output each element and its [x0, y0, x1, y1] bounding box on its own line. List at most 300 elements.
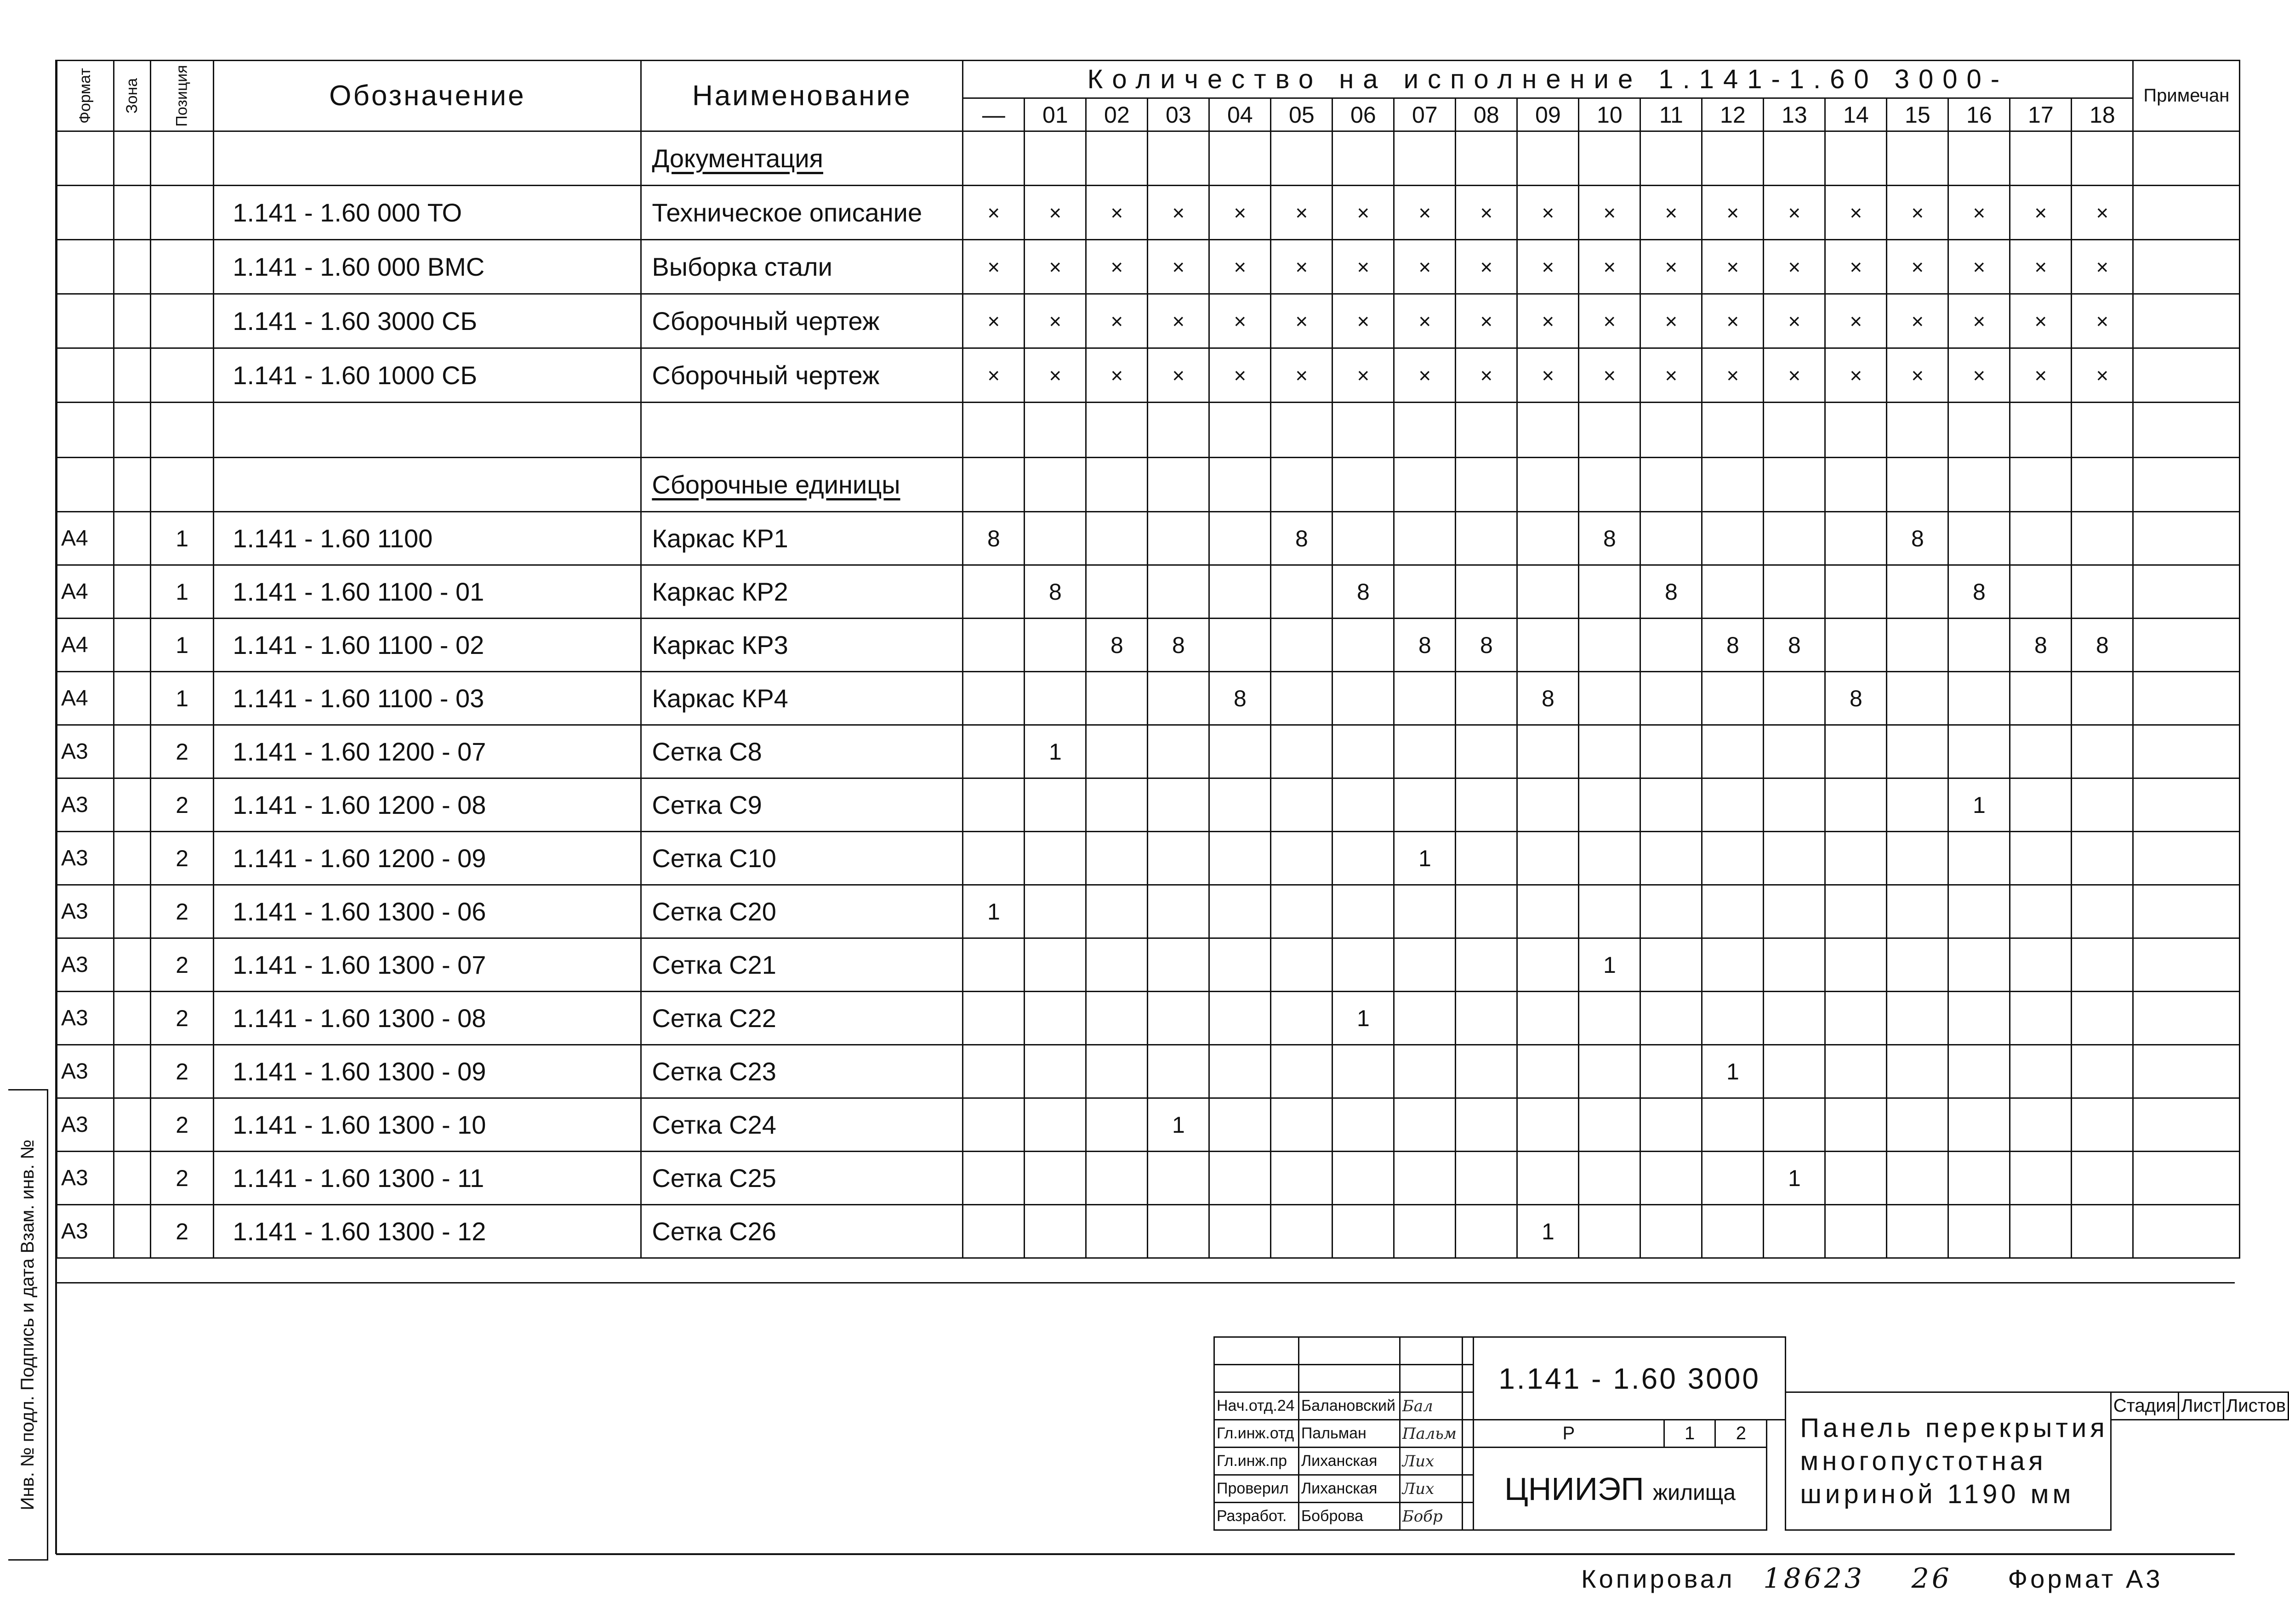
quantity-cell	[1148, 458, 1209, 512]
note-cell	[2133, 565, 2240, 619]
quantity-cell	[1209, 778, 1271, 832]
quantity-cell	[1764, 131, 1825, 186]
quantity-cell	[1332, 938, 1394, 992]
document-code: 1.141 - 1.60 3000	[1473, 1337, 1786, 1420]
quantity-cell	[1640, 725, 1702, 778]
quantity-cell	[1209, 1205, 1271, 1258]
variant-header-cell: 15	[1887, 98, 1948, 131]
quantity-cell: 1	[1025, 725, 1086, 778]
quantity-cell	[1887, 619, 1948, 672]
format-cell	[57, 186, 114, 240]
quantity-cell	[1456, 1045, 1517, 1098]
quantity-cell: ×	[1640, 186, 1702, 240]
quantity-cell: ×	[1456, 240, 1517, 294]
variant-header-cell: 18	[2072, 98, 2133, 131]
zone-cell	[114, 992, 150, 1045]
signature: Лих	[1400, 1448, 1462, 1475]
quantity-cell	[1271, 725, 1332, 778]
quantity-cell	[1825, 131, 1887, 186]
person-name-cell: Лиханская	[1298, 1475, 1400, 1503]
quantity-cell	[1887, 725, 1948, 778]
note-cell	[2133, 1152, 2240, 1205]
quantity-cell: ×	[1332, 348, 1394, 403]
quantity-cell	[2072, 885, 2133, 938]
quantity-cell: ×	[1209, 240, 1271, 294]
quantity-cell	[2010, 725, 2072, 778]
quantity-cell	[1456, 832, 1517, 885]
quantity-cell	[1825, 1205, 1887, 1258]
quantity-cell	[1702, 992, 1764, 1045]
table-row	[57, 1045, 2240, 1098]
signature-row	[1214, 1448, 2289, 1475]
sheet-value: 1	[1664, 1420, 1715, 1448]
quantity-cell	[1025, 131, 1086, 186]
table-row	[57, 1205, 2240, 1258]
quantity-cell: ×	[1764, 294, 1825, 348]
quantity-cell: ×	[1209, 186, 1271, 240]
quantity-cell	[1086, 1098, 1148, 1152]
quantity-cell	[1209, 832, 1271, 885]
item-name: Техническое описание	[652, 198, 922, 227]
quantity-cell: 8	[1148, 619, 1209, 672]
quantity-cell	[1271, 458, 1332, 512]
designation-cell: 1.141 - 1.60 1300 - 08	[214, 992, 641, 1045]
title-line: многопустотная	[1800, 1446, 2047, 1476]
quantity-cell: ×	[1579, 348, 1640, 403]
side-stamp	[8, 1089, 48, 1561]
quantity-cell	[1332, 1205, 1394, 1258]
zone-cell	[114, 186, 150, 240]
quantity-cell	[1148, 672, 1209, 725]
quantity-cell	[2010, 992, 2072, 1045]
role-cell: Разработ.	[1214, 1503, 1299, 1530]
tb-empty	[1462, 1365, 1473, 1392]
signature-row	[1214, 1420, 2289, 1448]
format-cell: А3	[57, 1098, 114, 1152]
quantity-cell	[1025, 458, 1086, 512]
note-cell	[2133, 778, 2240, 832]
table-row	[57, 832, 2240, 885]
tb-empty	[1400, 1337, 1462, 1365]
note-cell	[2133, 672, 2240, 725]
quantity-cell	[963, 938, 1025, 992]
frame-bottom-line	[56, 1553, 2235, 1555]
quantity-cell	[1456, 131, 1517, 186]
note-cell	[2133, 131, 2240, 186]
designation-cell: 1.141 - 1.60 1200 - 08	[214, 778, 641, 832]
header-designation: Обозначение	[214, 61, 641, 131]
quantity-cell: ×	[2072, 294, 2133, 348]
quantity-cell	[1456, 672, 1517, 725]
quantity-cell	[1887, 1205, 1948, 1258]
format-cell	[57, 131, 114, 186]
quantity-cell	[2010, 458, 2072, 512]
name-cell	[641, 131, 963, 186]
item-name: Каркас КР1	[652, 524, 788, 553]
quantity-cell: ×	[1579, 186, 1640, 240]
quantity-cell	[2072, 403, 2133, 458]
quantity-cell	[1948, 1045, 2010, 1098]
name-cell	[641, 885, 963, 938]
quantity-cell	[1640, 672, 1702, 725]
quantity-cell	[1148, 565, 1209, 619]
quantity-cell: ×	[1825, 186, 1887, 240]
date-cell	[1462, 1392, 1473, 1420]
quantity-cell	[1394, 512, 1456, 565]
person-name-cell: Пальман	[1298, 1420, 1400, 1448]
name-cell	[641, 348, 963, 403]
note-cell	[2133, 294, 2240, 348]
header-format: Формат	[57, 61, 114, 131]
quantity-cell	[2072, 672, 2133, 725]
table-row	[57, 1152, 2240, 1205]
quantity-cell	[2010, 131, 2072, 186]
quantity-cell: ×	[1640, 294, 1702, 348]
position-cell: 1	[150, 565, 213, 619]
quantity-cell	[1640, 938, 1702, 992]
zone-cell	[114, 512, 150, 565]
quantity-cell: 8	[2010, 619, 2072, 672]
zone-cell	[114, 1205, 150, 1258]
quantity-cell	[1887, 565, 1948, 619]
quantity-cell: ×	[1825, 294, 1887, 348]
copy-number: 18623	[1763, 1562, 1865, 1595]
quantity-cell	[1517, 725, 1579, 778]
quantity-cell	[1025, 778, 1086, 832]
position-cell: 2	[150, 832, 213, 885]
table-bottom-line	[56, 1282, 2235, 1283]
designation-cell: 1.141 - 1.60 1300 - 07	[214, 938, 641, 992]
quantity-cell: ×	[1209, 294, 1271, 348]
quantity-cell	[1702, 938, 1764, 992]
organization	[1473, 1448, 1766, 1530]
quantity-cell: 1	[963, 885, 1025, 938]
quantity-cell	[1148, 512, 1209, 565]
quantity-cell	[1948, 672, 2010, 725]
variant-header-cell: 12	[1702, 98, 1764, 131]
quantity-cell: 8	[1887, 512, 1948, 565]
quantity-cell	[1825, 992, 1887, 1045]
zone-cell	[114, 938, 150, 992]
quantity-cell	[1640, 885, 1702, 938]
quantity-cell: ×	[1086, 348, 1148, 403]
quantity-cell: ×	[1702, 240, 1764, 294]
quantity-cell	[2072, 832, 2133, 885]
quantity-cell	[1764, 403, 1825, 458]
quantity-cell	[1948, 885, 2010, 938]
person-name-cell: Лиханская	[1298, 1448, 1400, 1475]
quantity-cell	[2010, 672, 2072, 725]
designation-cell: 1.141 - 1.60 1300 - 12	[214, 1205, 641, 1258]
quantity-cell	[1887, 1152, 1948, 1205]
quantity-cell	[1086, 1205, 1148, 1258]
quantity-cell: ×	[1702, 186, 1764, 240]
quantity-cell	[1948, 131, 2010, 186]
quantity-cell	[1271, 1205, 1332, 1258]
name-cell	[641, 1152, 963, 1205]
quantity-cell: ×	[1271, 294, 1332, 348]
format-cell: А3	[57, 725, 114, 778]
quantity-cell: ×	[1517, 240, 1579, 294]
quantity-cell: 8	[1640, 565, 1702, 619]
header-note: Примечан	[2133, 61, 2240, 131]
quantity-cell	[1456, 938, 1517, 992]
quantity-cell	[963, 619, 1025, 672]
quantity-cell	[963, 1045, 1025, 1098]
quantity-cell	[1517, 832, 1579, 885]
signature: Бобр	[1400, 1503, 1462, 1530]
header-quantity: Количество на исполнение 1.141-1.60 3000-	[963, 61, 2133, 98]
zone-cell	[114, 885, 150, 938]
quantity-cell	[1764, 512, 1825, 565]
quantity-cell	[1086, 725, 1148, 778]
quantity-cell: 8	[1517, 672, 1579, 725]
item-name: Сетка С8	[652, 737, 762, 766]
zone-cell	[114, 240, 150, 294]
quantity-cell	[1456, 565, 1517, 619]
date-cell	[1462, 1448, 1473, 1475]
designation-cell: 1.141 - 1.60 000 ВМС	[214, 240, 641, 294]
section-heading: Сборочные единицы	[652, 470, 900, 499]
zone-cell	[114, 1098, 150, 1152]
stage-value: Р	[1473, 1420, 1664, 1448]
quantity-cell: 1	[1332, 992, 1394, 1045]
quantity-cell	[1825, 1152, 1887, 1205]
position-cell: 2	[150, 1045, 213, 1098]
table-row	[57, 1098, 2240, 1152]
quantity-cell: 8	[2072, 619, 2133, 672]
name-cell	[641, 619, 963, 672]
quantity-cell	[1456, 403, 1517, 458]
quantity-cell	[1332, 832, 1394, 885]
quantity-cell	[2072, 512, 2133, 565]
name-cell	[641, 1098, 963, 1152]
date-cell	[1462, 1420, 1473, 1448]
quantity-cell	[1025, 832, 1086, 885]
quantity-cell	[1517, 131, 1579, 186]
position-cell	[150, 403, 213, 458]
quantity-cell	[1640, 1152, 1702, 1205]
quantity-cell: ×	[1086, 240, 1148, 294]
quantity-cell	[1579, 832, 1640, 885]
variant-header-cell: 09	[1517, 98, 1579, 131]
table-row	[57, 725, 2240, 778]
quantity-cell	[1209, 1098, 1271, 1152]
quantity-cell	[1394, 458, 1456, 512]
quantity-cell	[963, 565, 1025, 619]
quantity-cell	[1640, 832, 1702, 885]
title-block	[1213, 1336, 2289, 1531]
quantity-cell	[1271, 403, 1332, 458]
quantity-cell: ×	[1148, 294, 1209, 348]
position-cell: 2	[150, 778, 213, 832]
quantity-cell: ×	[1887, 186, 1948, 240]
quantity-cell	[1702, 778, 1764, 832]
quantity-cell	[2072, 131, 2133, 186]
quantity-cell	[1517, 1152, 1579, 1205]
quantity-cell: ×	[963, 186, 1025, 240]
title-line: Панель перекрытия	[1800, 1413, 2108, 1443]
quantity-cell	[1825, 1045, 1887, 1098]
quantity-cell: ×	[2010, 186, 2072, 240]
tb-empty	[1462, 1337, 1473, 1365]
quantity-cell	[1579, 725, 1640, 778]
quantity-cell	[1825, 725, 1887, 778]
quantity-cell	[1271, 832, 1332, 885]
quantity-cell	[1764, 778, 1825, 832]
designation-cell: 1.141 - 1.60 3000 СБ	[214, 294, 641, 348]
quantity-cell: ×	[1640, 240, 1702, 294]
position-cell: 2	[150, 992, 213, 1045]
zone-cell	[114, 672, 150, 725]
document-title	[1786, 1392, 2111, 1530]
quantity-cell	[1148, 992, 1209, 1045]
quantity-cell: ×	[2072, 186, 2133, 240]
quantity-cell	[1086, 565, 1148, 619]
quantity-cell	[1086, 778, 1148, 832]
quantity-cell: ×	[1271, 240, 1332, 294]
quantity-cell	[1209, 938, 1271, 992]
format-cell: А3	[57, 938, 114, 992]
quantity-cell	[1579, 619, 1640, 672]
position-cell: 1	[150, 619, 213, 672]
signature: Пальм	[1400, 1420, 1462, 1448]
position-cell: 2	[150, 1152, 213, 1205]
quantity-cell: ×	[1025, 348, 1086, 403]
quantity-cell	[1394, 938, 1456, 992]
quantity-cell	[1025, 672, 1086, 725]
quantity-cell	[1764, 672, 1825, 725]
note-cell	[2133, 885, 2240, 938]
quantity-cell: ×	[1887, 294, 1948, 348]
quantity-cell	[1025, 1205, 1086, 1258]
quantity-cell	[2010, 1205, 2072, 1258]
quantity-cell	[1825, 885, 1887, 938]
note-cell	[2133, 512, 2240, 565]
designation-cell	[214, 131, 641, 186]
quantity-cell	[1579, 403, 1640, 458]
quantity-cell	[1764, 565, 1825, 619]
quantity-cell: 8	[1025, 565, 1086, 619]
quantity-cell	[963, 992, 1025, 1045]
position-cell: 2	[150, 885, 213, 938]
table-row	[57, 348, 2240, 403]
zone-cell	[114, 832, 150, 885]
quantity-cell	[1517, 403, 1579, 458]
quantity-cell	[1948, 1205, 2010, 1258]
zone-cell	[114, 458, 150, 512]
format-cell: А3	[57, 1045, 114, 1098]
quantity-cell	[1702, 1205, 1764, 1258]
table-row	[57, 672, 2240, 725]
tb-empty	[1298, 1337, 1400, 1365]
quantity-cell: ×	[1517, 348, 1579, 403]
quantity-cell	[1332, 403, 1394, 458]
quantity-cell	[2072, 458, 2133, 512]
quantity-cell: ×	[1887, 348, 1948, 403]
name-cell	[641, 938, 963, 992]
quantity-cell	[1517, 619, 1579, 672]
quantity-cell	[1579, 672, 1640, 725]
name-cell	[641, 458, 963, 512]
quantity-cell: 8	[1394, 619, 1456, 672]
zone-cell	[114, 294, 150, 348]
quantity-cell: ×	[1764, 186, 1825, 240]
quantity-cell: ×	[1948, 348, 2010, 403]
quantity-cell	[1825, 1098, 1887, 1152]
quantity-cell	[1271, 672, 1332, 725]
quantity-cell	[1825, 403, 1887, 458]
quantity-cell	[1148, 1045, 1209, 1098]
quantity-cell	[1640, 131, 1702, 186]
item-name: Сборочный чертеж	[652, 361, 880, 390]
side-stamp-text: Инв. № подл. Подпись и дата Взам. инв. №	[17, 1139, 38, 1510]
format-cell	[57, 294, 114, 348]
quantity-cell	[1025, 403, 1086, 458]
position-cell	[150, 458, 213, 512]
position-cell: 2	[150, 1098, 213, 1152]
quantity-cell	[2010, 1152, 2072, 1205]
name-cell	[641, 778, 963, 832]
name-cell	[641, 403, 963, 458]
note-cell	[2133, 1098, 2240, 1152]
variant-header-cell: —	[963, 98, 1025, 131]
quantity-cell	[1887, 458, 1948, 512]
quantity-cell	[1887, 832, 1948, 885]
frame-left-line	[55, 60, 57, 1554]
variant-header-cell: 01	[1025, 98, 1086, 131]
quantity-cell	[1271, 938, 1332, 992]
quantity-cell: ×	[1640, 348, 1702, 403]
format-cell: А4	[57, 512, 114, 565]
quantity-cell	[1640, 403, 1702, 458]
quantity-cell	[1148, 131, 1209, 186]
quantity-cell	[1456, 1152, 1517, 1205]
quantity-cell: ×	[1456, 348, 1517, 403]
quantity-cell	[1271, 1045, 1332, 1098]
format-cell: А4	[57, 672, 114, 725]
quantity-cell	[1148, 938, 1209, 992]
title-line: шириной 1190 мм	[1800, 1479, 2075, 1509]
quantity-cell	[1148, 885, 1209, 938]
quantity-cell	[1086, 672, 1148, 725]
quantity-cell	[1209, 512, 1271, 565]
quantity-cell	[1702, 725, 1764, 778]
quantity-cell	[1640, 778, 1702, 832]
designation-cell: 1.141 - 1.60 1300 - 11	[214, 1152, 641, 1205]
quantity-cell	[1332, 672, 1394, 725]
zone-cell	[114, 778, 150, 832]
quantity-cell	[2010, 512, 2072, 565]
format-cell: А3	[57, 1205, 114, 1258]
quantity-cell	[1086, 1045, 1148, 1098]
quantity-cell	[2072, 725, 2133, 778]
format-cell	[57, 240, 114, 294]
note-cell	[2133, 186, 2240, 240]
quantity-cell: ×	[963, 240, 1025, 294]
variant-header-cell: 16	[1948, 98, 2010, 131]
section-heading: Документация	[652, 144, 823, 173]
quantity-cell	[1887, 778, 1948, 832]
organization-main: ЦНИИЭП	[1504, 1471, 1644, 1507]
table-row	[57, 885, 2240, 938]
quantity-cell	[1579, 565, 1640, 619]
item-name: Сетка С21	[652, 950, 776, 979]
quantity-cell: ×	[1702, 294, 1764, 348]
quantity-cell	[1209, 403, 1271, 458]
designation-cell	[214, 403, 641, 458]
quantity-cell: ×	[1887, 240, 1948, 294]
